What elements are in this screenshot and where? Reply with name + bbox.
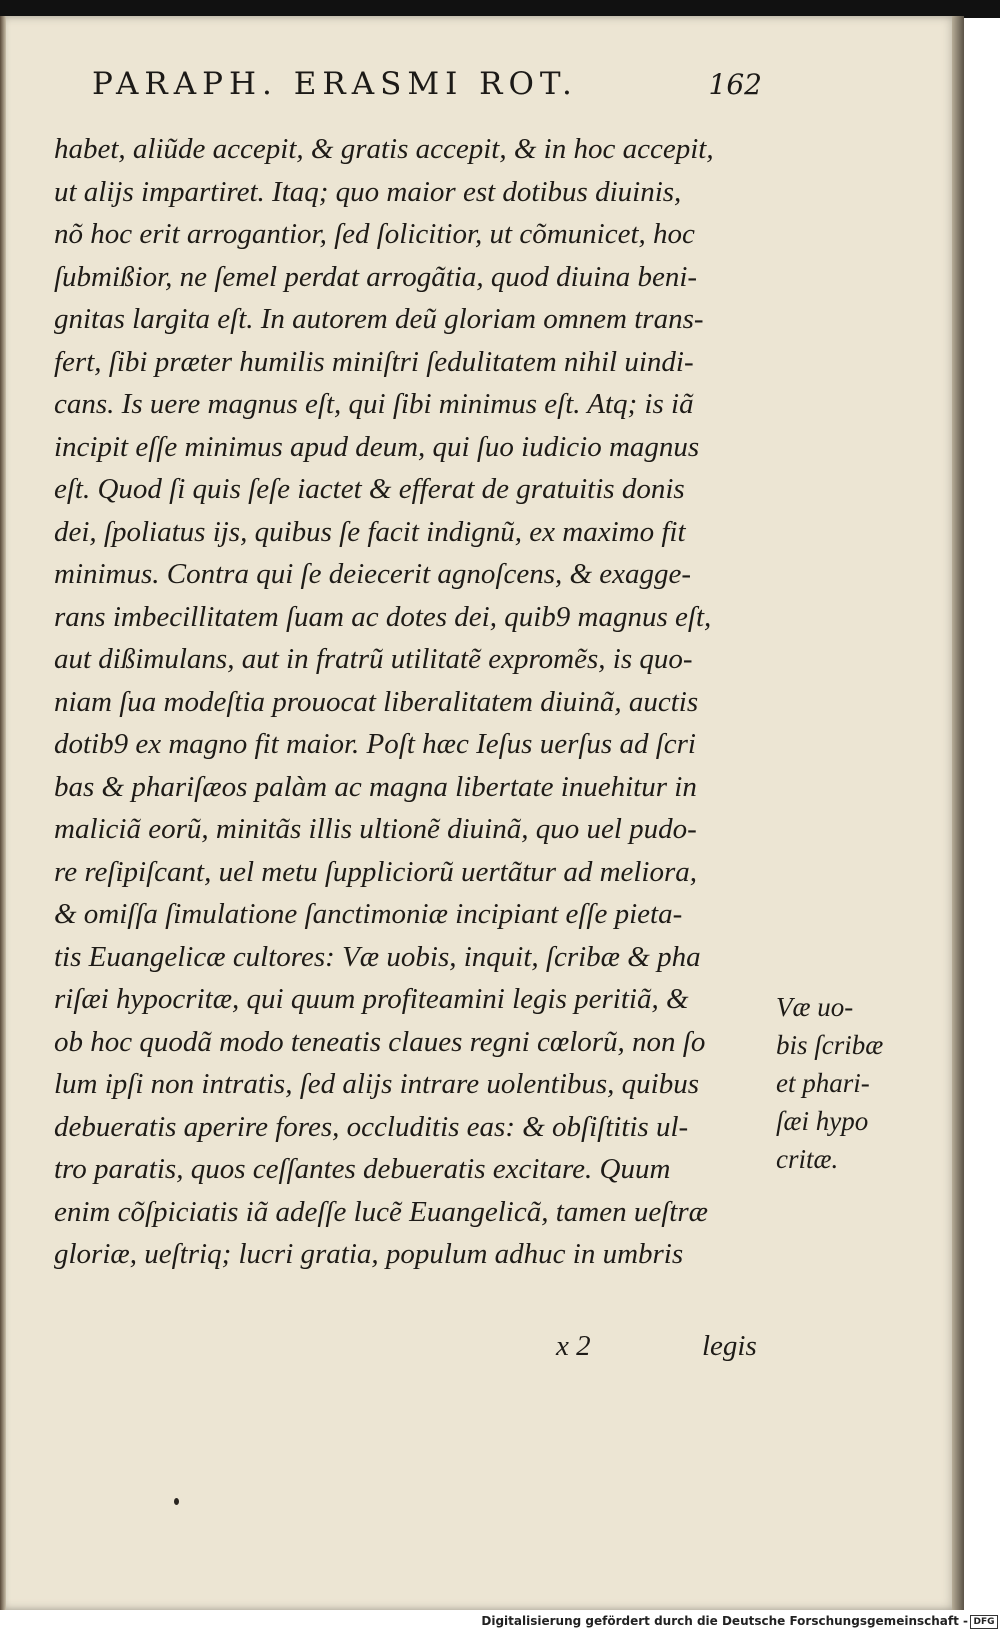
text-line: enim cõſpiciatis iã adeſſe lucẽ Euangelicã, tamen ueſtræ (54, 1195, 708, 1228)
text-line: bas & phariſæos palàm ac magna libertate inuehitur in (54, 770, 697, 803)
margin-note-line: ſæi hypo (776, 1106, 869, 1136)
text-line: minimus. Contra qui ſe deiecerit agnoſcens, & exagge- (54, 558, 692, 590)
running-head: PARAPH. ERASMI ROT. (92, 66, 578, 102)
text-line: incipit eſſe minimus apud deum, qui ſuo iudicio magnus (54, 430, 700, 463)
margin-note-line: Væ uo- (776, 992, 854, 1022)
text-line: debueratis aperire fores, occluditis eas: & obſiſtitis ul- (54, 1110, 689, 1143)
text-line: dotib9 ex magno fit maior. Poſt hæc Ieſus uerſus ad ſcri (54, 728, 696, 760)
digitization-footer (0, 1612, 1000, 1631)
text-line: aut dißimulans, aut in fratrũ utilitatẽ expromẽs, is quo- (54, 643, 693, 675)
text-line: ut alijs impartiret. Itaq; quo maior est dotibus diuinis, (54, 175, 682, 208)
page-gutter-shadow (0, 16, 6, 1610)
text-line: ſubmißior, ne ſemel perdat arrogãtia, quod diuina beni- (54, 260, 698, 293)
page-header (92, 62, 762, 110)
text-line: nõ hoc erit arrogantior, ſed ſolicitior, ut cõmunicet, hoc (54, 218, 695, 250)
text-line: habet, aliũde accepit, & gratis accepit, & in hoc accepit, (54, 133, 714, 165)
text-line: cans. Is uere magnus eſt, qui ſibi minimus eſt. Atq; is iã (54, 388, 694, 420)
text-line: eſt. Quod ſi quis ſeſe iactet & efferat de gratuitis donis (54, 473, 685, 505)
funding-credit: Digitalisierung gefördert durch die Deutsche Forschungsgemeinschaft - (481, 1614, 968, 1628)
text-line: ob hoc quodã modo teneatis claues regni cœlorũ, non ſo (54, 1025, 706, 1058)
text-line: lum ipſi non intratis, ſed alijs intrare uolentibus, quibus (54, 1068, 700, 1100)
text-line: tis Euangelicæ cultores: Væ uobis, inquit, ſcribæ & pha (54, 940, 701, 973)
text-line: gloriæ, ueſtriq; lucri gratia, populum adhuc in umbris (54, 1238, 684, 1270)
margin-note-line: et phari- (776, 1068, 870, 1098)
folio-number: 162 (708, 68, 762, 101)
text-line: tro paratis, quos ceſſantes debueratis excitare. Quum (54, 1153, 671, 1185)
text-line: gnitas largita eſt. In autorem deũ gloriam omnem trans- (54, 303, 704, 335)
margin-note-line: bis ſcribæ (776, 1030, 884, 1060)
text-line: niam ſua modeſtia prouocat liberalitatem diuinã, auctis (54, 685, 699, 718)
text-line: re reſipiſcant, uel metu ſuppliciorũ uertãtur ad meliora, (54, 855, 698, 888)
catchword: legis (702, 1330, 757, 1362)
text-line: rans imbecillitatem ſuam ac dotes dei, quib9 magnus eſt, (54, 600, 712, 633)
signature-mark: x 2 (556, 1330, 591, 1362)
text-line: maliciã eorũ, minitãs illis ultionẽ diuinã, quo uel pudo- (54, 813, 697, 845)
text-line: riſæi hypocritæ, qui quum profiteamini legis peritiã, & (54, 983, 689, 1015)
text-line: fert, ſibi præter humilis miniſtri ſedulitatem nihil uindi- (54, 345, 694, 378)
text-line: & omiſſa ſimulatione ſanctimoniæ incipiant eſſe pieta- (54, 898, 683, 930)
page-fore-edge (952, 16, 964, 1610)
marginal-note (776, 988, 906, 1178)
dfg-logo: DFG (970, 1615, 998, 1629)
margin-note-line: critæ. (776, 1144, 839, 1174)
main-text-block (54, 128, 764, 1276)
text-line: dei, ſpoliatus ijs, quibus ſe facit indignũ, ex maximo fit (54, 515, 686, 548)
ink-speck (174, 1498, 179, 1505)
